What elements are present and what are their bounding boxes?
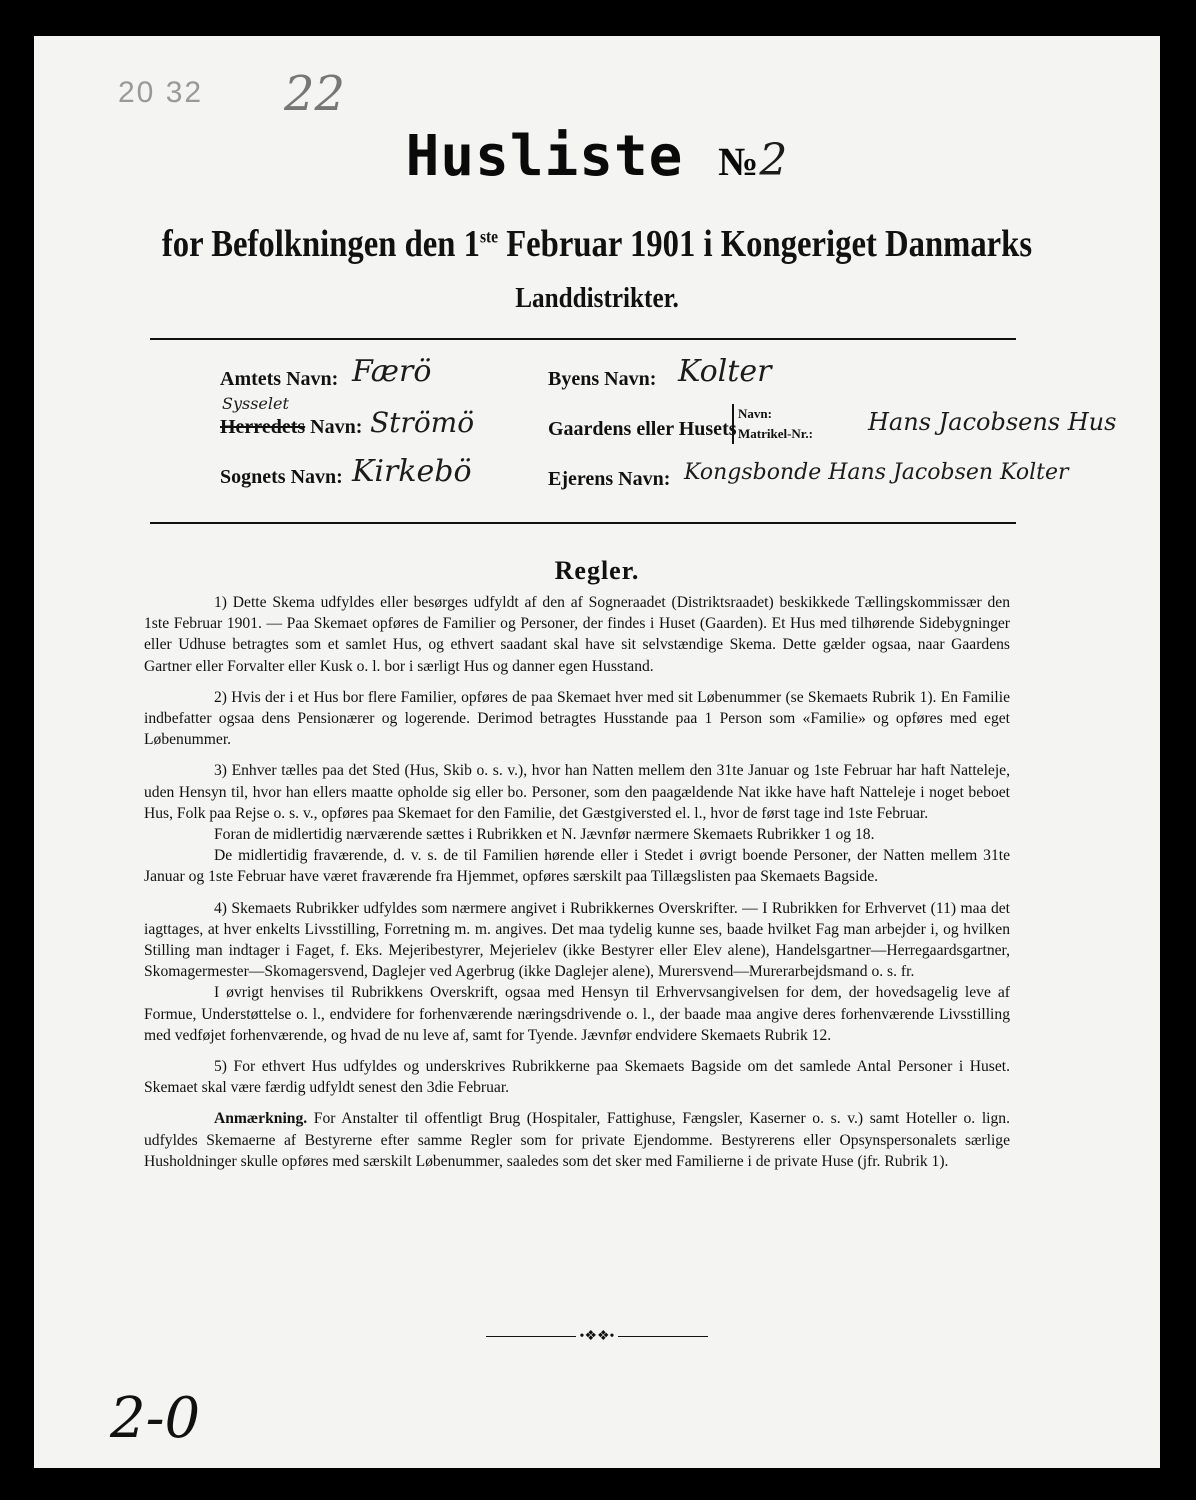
herred-value: Strömö (370, 406, 475, 439)
number-sign: № (718, 139, 760, 184)
gaard-label: Gaardens eller Husets (548, 418, 737, 440)
subtitle-sup: ste (479, 226, 499, 247)
herred-label-rest: Navn: (305, 416, 363, 438)
gaard-value: Hans Jacobsens Hus (868, 408, 1117, 436)
handwritten-bottom-note: 2-0 (110, 1386, 201, 1451)
by-value: Kolter (678, 354, 772, 389)
rule-2: 2) Hvis der i et Hus bor flere Familier, opføres de paa Skemaet hver med sit Løbenummer (se Skemaets Rubrik 1). En Familie indbefatter ogsaa dens Pensionærer og logerende. Derimod betragtes Husstande paa 1 Person som «Familie» og opføres med eget Løbenummer. (144, 688, 1010, 749)
form-subtitle (113, 222, 1081, 266)
amt-label: Amtets Navn: (220, 368, 339, 390)
subtitle-post: Februar 1901 i Kongeriget Danmarks (498, 223, 1033, 265)
rule-3a: 3) Enhver tælles paa det Sted (Hus, Skib o. s. v.), hvor han Natten mellem den 31te Januar og 1ste Februar har haft Natteleje, uden Hensyn til, hvor han ellers maatte opholde sig eller bo. Personer, som den paagældende Nat ikke have haft Natteleje i noget beboet Hus, Folk paa Rejse o. s. v., opføres paa Skemaet for den Familie, det Gæstgiversted el. l., hvor de først tage ind 1ste Februar. (144, 762, 1010, 822)
note-label: Anmærkning. (214, 1110, 308, 1128)
census-form-page (34, 36, 1160, 1468)
title-text: Husliste (405, 124, 684, 189)
herred-correction: Sysselet (222, 394, 289, 413)
note-text: For Anstalter til offentligt Brug (Hospitaler, Fattighuse, Fængsler, Kaserner o. s. v.) samt Hoteller o. lign. udfyldes Skemaerne af Bestyrerne efter samme Regler som for private Ejendomme. Bestyrerens eller Opsynspersonalets særlige Husholdninger skulle opføres med særskilt Løbenummer, saaledes som det sker med Familierne i de private Huse (jfr. Rubrik 1). (144, 1110, 1010, 1170)
district-type: Landdistrikter. (515, 283, 679, 314)
top-rule (150, 338, 1016, 340)
sogn-label: Sognets Navn: (220, 466, 343, 488)
rules-body (144, 592, 1010, 1182)
herred-label (220, 416, 362, 439)
rule-4b: I øvrigt henvises til Rubrikkens Overskrift, ogsaa med Hensyn til Erhvervsangivelsen for dem, der hovedsagelig leve af Formue, Understøttelse o. l., endvidere for forhenværende næringsdrivende o. l., der baade maa angive deres forhenværende Livsstilling med vedføjet forhenværende, og hvad de nu leve af, samt for Tyende. Jævnfør endvidere Skemaets Rubrik 12. (144, 984, 1010, 1044)
handwritten-page-number: 22 (284, 66, 346, 122)
ornament-line-left (486, 1336, 576, 1337)
ornament-line-right (618, 1336, 708, 1337)
gaard-matrikel-label: Matrikel-Nr.: (738, 426, 813, 441)
herred-struck-word: Herredets (220, 416, 306, 438)
sogn-value: Kirkebö (352, 454, 472, 489)
closing-ornament (34, 1328, 1160, 1345)
gaard-subfields (732, 404, 813, 444)
rule-3b: Foran de midlertidig nærværende sættes i Rubrikken et N. Jævnfør nærmere Skemaets Rubrikker 1 og 18. (214, 826, 875, 844)
ejer-label: Ejerens Navn: (548, 468, 671, 490)
by-label: Byens Navn: (548, 368, 657, 390)
amt-value: Færö (352, 354, 432, 389)
rule-4a: 4) Skemaets Rubrikker udfyldes som nærmere angivet i Rubrikkernes Overskrifter. — I Rubrikken for Erhvervet (11) maa det iagttages, at hver enkelts Livsstilling, Forretning m. m. angives. Det maa tydelig kunne ses, baade hvilket Fag man arbejder i, og hvilken Stilling man indtager i Faget, f. Eks. Mejeribestyrer, Mejerielev (ikke Bestyrer eller Elev alene), Handelsgartner—Herregaardsgartner, Skomagermester—Skomagersvend, Daglejer ved Agerbrug (ikke Daglejer alene), Murersvend—Murerarbejdsmand o. s. fr. (144, 899, 1010, 981)
rule-1: 1) Dette Skema udfyldes eller besørges udfyldt af den af Sogneraadet (Distriktsraadet) beskikkede Tællingskommissær den 1ste Februar 1901. — Paa Skemaet opføres de Familier og Personer, der findes i Huset (Gaarden). Et Hus med tilhørende Sidebygninger eller Udhuse betragtes som et samlet Hus, og ethvert saadant skal have sit selvstændige Skema. Dette gælder ogsaa, naar Gaardens Gartner eller Forvalter eller Kusk o. l. bor i særligt Hus og danner egen Husstand. (144, 594, 1010, 675)
archive-stamp-number: 20 32 (118, 76, 204, 109)
middle-rule (150, 522, 1016, 524)
ejer-value: Kongsbonde Hans Jacobsen Kolter (684, 460, 1069, 485)
note (144, 1108, 1010, 1172)
rule-5: 5) For ethvert Hus udfyldes og underskrives Rubrikkerne paa Skemaets Bagside om det samlede Antal Personer i Huset. Skemaet skal være færdig udfyldt senest den 3die Februar. (144, 1058, 1010, 1097)
ornament-glyph: •❖❖• (579, 1329, 615, 1344)
subtitle-pre: for Befolkningen den 1 (161, 223, 480, 265)
rule-3c: De midlertidig fraværende, d. v. s. de til Familien hørende eller i Stedet i øvrigt boende Personer, der Natten mellem 31te Januar og 1ste Februar have været fraværende fra Hjemmet, opføres særskilt paa Tillægslisten paa Skemaets Bagside. (144, 847, 1010, 886)
gaard-navn-label: Navn: (738, 406, 772, 421)
form-title (34, 124, 1160, 189)
form-number: 2 (759, 135, 789, 186)
rules-heading: Regler. (554, 556, 640, 585)
